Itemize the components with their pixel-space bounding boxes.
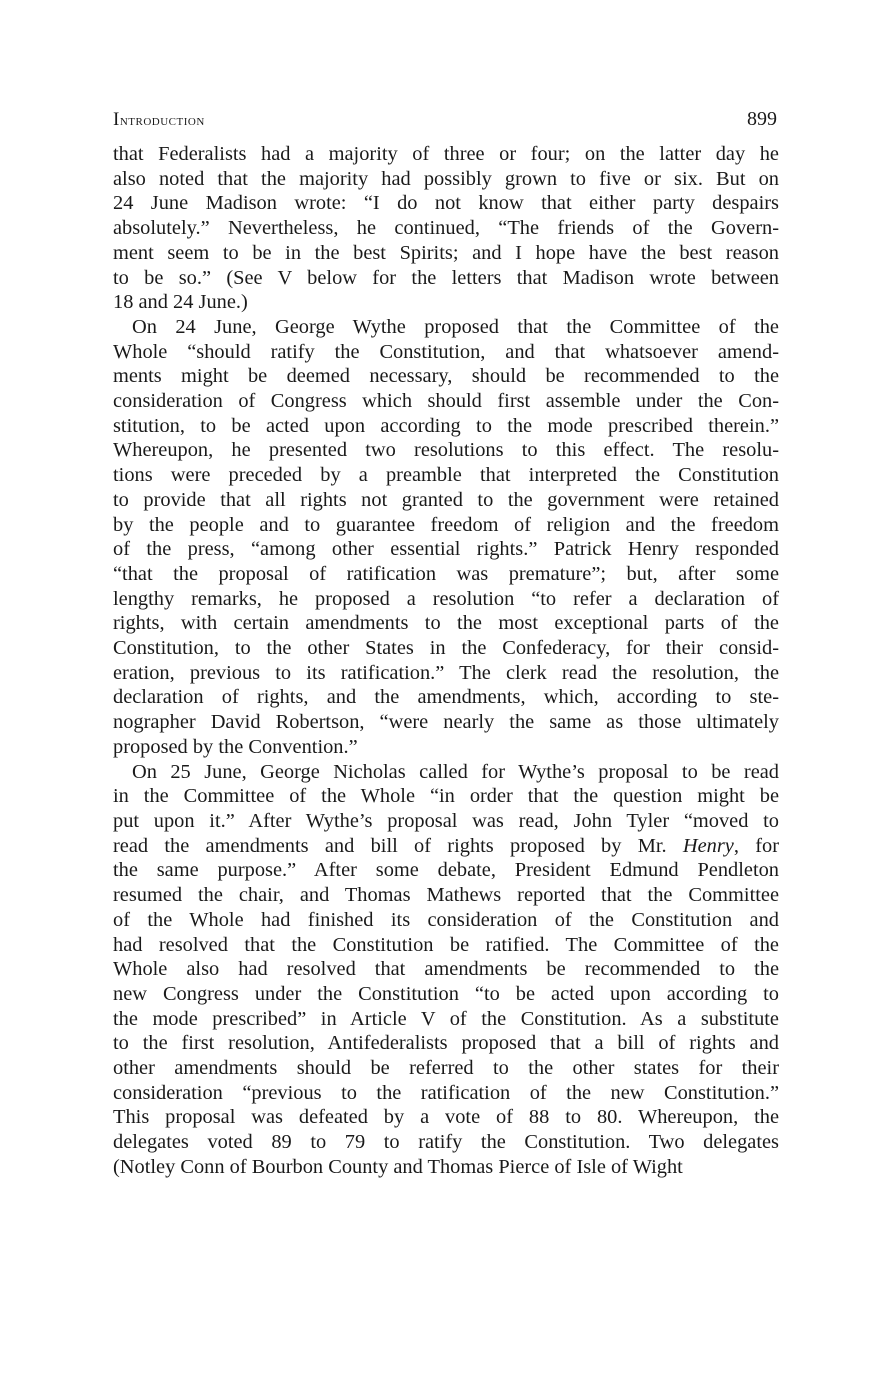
text-line: tions were preceded by a preamble that interpreted the Constitution: [113, 464, 779, 487]
page-number: 899: [747, 108, 777, 130]
text-line: declaration of rights, and the amendments, which, according to ste-: [113, 686, 779, 709]
text-line: by the people and to guarantee freedom of religion and the freedom: [113, 513, 779, 536]
text-line: Constitution, to the other States in the Confederacy, for their consid-: [113, 637, 779, 660]
text-line: in the Committee of the Whole “in order that the question might be: [113, 785, 779, 808]
text-line: nographer David Robertson, “were nearly the same as those ultimately: [113, 711, 779, 734]
italic-name: Henry: [682, 834, 734, 857]
text-line: new Congress under the Constitution “to be acted upon according to: [113, 982, 779, 1005]
text-line: lengthy remarks, he proposed a resolution “to refer a declaration of: [113, 587, 779, 610]
text-line: resumed the chair, and Thomas Mathews reported that the Committee: [113, 884, 779, 907]
text-line: put upon it.” After Wythe’s proposal was read, John Tyler “moved to: [113, 809, 779, 832]
text-line: Whole “should ratify the Constitution, and that whatsoever amend-: [113, 340, 779, 363]
text-line: read the amendments and bill of rights proposed by Mr. Henry, for: [113, 834, 779, 857]
text-line: absolutely.” Nevertheless, he continued, “The friends of the Govern-: [113, 217, 779, 240]
text-line: On 24 June, George Wythe proposed that the Committee of the: [132, 315, 779, 338]
text-line: rights, with certain amendments to the most exceptional parts of the: [113, 612, 779, 635]
text-line: also noted that the majority had possibly grown to five or six. But on: [113, 167, 779, 190]
page: [113, 108, 779, 1180]
text-line: consideration “previous to the ratification of the new Constitution.”: [113, 1081, 779, 1104]
paragraph: [113, 315, 779, 760]
text-line: eration, previous to its ratification.” The clerk read the resolution, the: [113, 661, 779, 684]
text-line: (Notley Conn of Bourbon County and Thomas Pierce of Isle of Wight: [113, 1155, 683, 1178]
text-line: 24 June Madison wrote: “I do not know that either party despairs: [113, 192, 779, 215]
text-line: of the press, “among other essential rights.” Patrick Henry responded: [113, 538, 779, 561]
text-line: the same purpose.” After some debate, President Edmund Pendleton: [113, 859, 779, 882]
text-line: the mode prescribed” in Article V of the Constitution. As a substitute: [113, 1007, 779, 1030]
text-line: other amendments should be referred to the other states for their: [113, 1057, 779, 1080]
running-head-title: Introduction: [113, 109, 205, 130]
text-line: stitution, to be acted upon according to the mode prescribed therein.”: [113, 414, 779, 437]
text-line: “that the proposal of ratification was premature”; but, after some: [113, 562, 779, 585]
running-head: [113, 108, 779, 142]
text-line: of the Whole had finished its consideration of the Constitution and: [113, 908, 779, 931]
text-line: to provide that all rights not granted to the government were retained: [113, 488, 779, 511]
text-line: Whereupon, he presented two resolutions to this effect. The resolu-: [113, 439, 779, 462]
text-line: that Federalists had a majority of three or four; on the latter day he: [113, 143, 779, 165]
text-line: had resolved that the Constitution be ratified. The Committee of the: [113, 933, 779, 956]
text-line: to the first resolution, Antifederalists proposed that a bill of rights and: [113, 1032, 779, 1055]
text-line: proposed by the Convention.”: [113, 735, 358, 758]
text-line: 18 and 24 June.): [113, 291, 248, 314]
text-line: ment seem to be in the best Spirits; and I hope have the best reason: [113, 241, 779, 264]
text-line: This proposal was defeated by a vote of 88 to 80. Whereupon, the: [113, 1106, 779, 1129]
text-line: ments might be deemed necessary, should be recommended to the: [113, 365, 779, 388]
paragraph: [113, 760, 779, 1180]
text-line: to be so.” (See V below for the letters that Madison wrote between: [113, 266, 779, 289]
body-text: [113, 142, 779, 1180]
text-line: Whole also had resolved that amendments be recommended to the: [113, 958, 779, 981]
text-line: delegates voted 89 to 79 to ratify the Constitution. Two delegates: [113, 1131, 779, 1154]
paragraph: [113, 142, 779, 315]
text-line: On 25 June, George Nicholas called for Wythe’s proposal to be read: [132, 760, 779, 783]
text-line: consideration of Congress which should first assemble under the Con-: [113, 390, 779, 413]
